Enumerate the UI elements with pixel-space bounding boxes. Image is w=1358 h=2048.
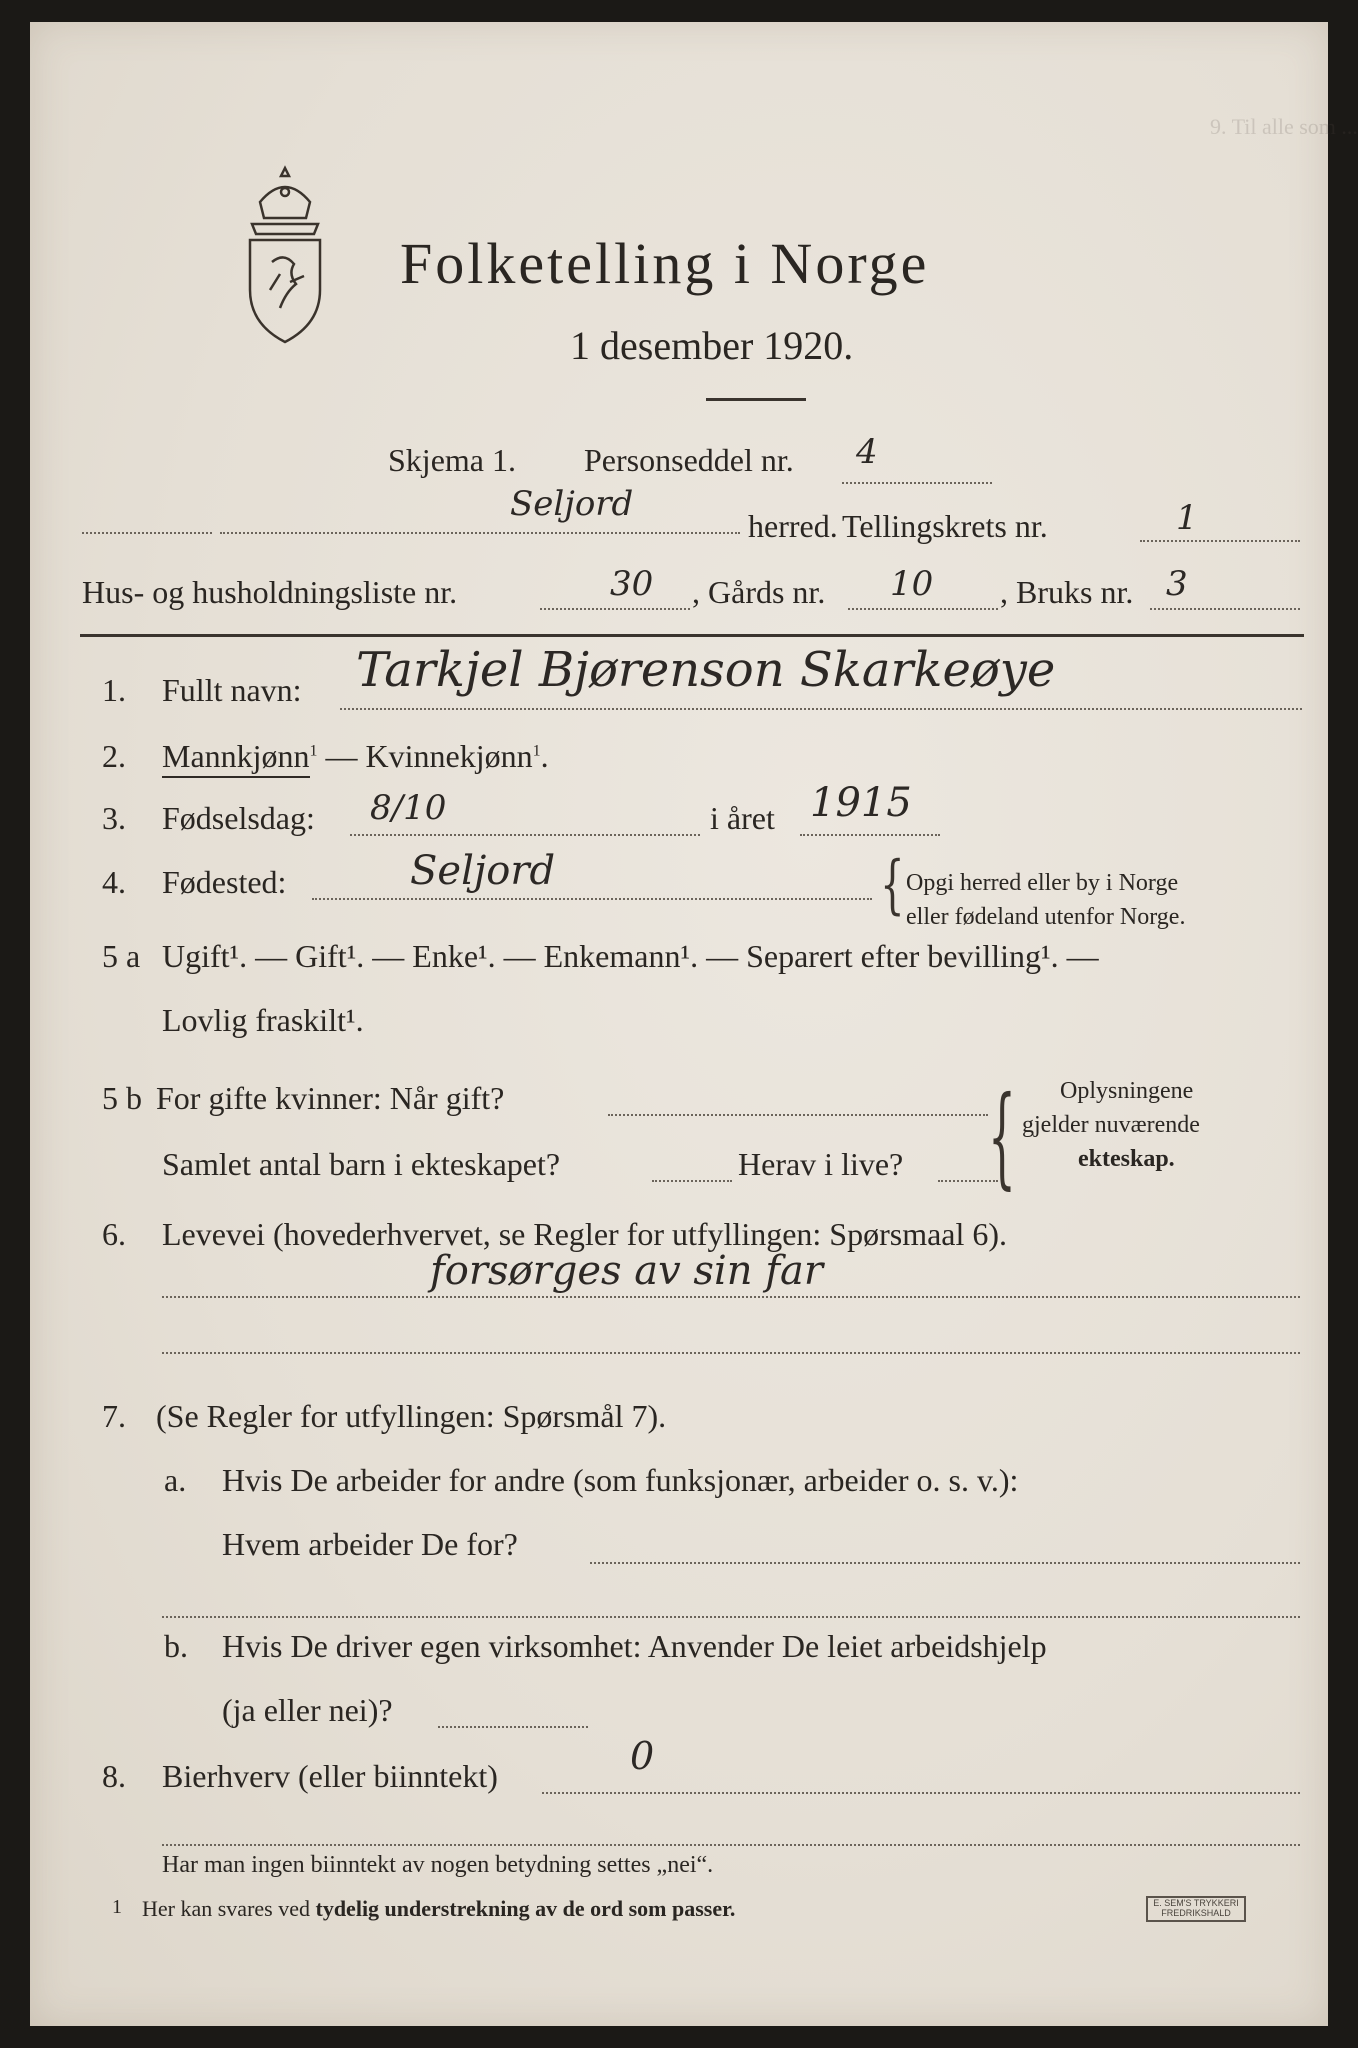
q8-label: Bierhverv (eller biinntekt) — [162, 1758, 498, 1794]
q4-note-line2: eller fødeland utenfor Norge. — [906, 904, 1186, 930]
q7a-field-line-2 — [162, 1616, 1300, 1618]
q1-value: Tarkjel Bjørenson Skarkeøye — [356, 642, 1056, 698]
footnote-text: Her kan svares ved tydelig understrekning av de ord som passer. — [142, 1896, 736, 1921]
bleed-through-text: 9. Til alle som ... — [1210, 114, 1358, 139]
census-form-page — [30, 22, 1358, 2026]
form-title: Folketelling i Norge — [400, 231, 930, 296]
herred-field-line — [220, 532, 740, 534]
bruks-field-line — [1150, 608, 1300, 610]
q7-number: 7. — [102, 1398, 126, 1434]
q7b-question: (ja eller nei)? — [222, 1692, 393, 1728]
q7b-field-line — [438, 1726, 588, 1728]
title-divider — [706, 398, 806, 401]
q5b-number: 5 b — [102, 1080, 142, 1116]
footnote-number: 1 — [112, 1896, 122, 1918]
tellingskrets-field-line — [1140, 540, 1300, 542]
q3-year-value: 1915 — [810, 780, 912, 826]
q3-label: Fødselsdag: — [162, 800, 315, 836]
q6-number: 6. — [102, 1216, 126, 1252]
census-date: 1 desember 1920. — [570, 323, 854, 368]
q5b-note-brace: { — [988, 1072, 1016, 1200]
q5b-alive-label: Herav i live? — [738, 1146, 904, 1182]
personseddel-field-line — [842, 482, 992, 484]
q3-year-field-line — [800, 834, 940, 836]
q5b-children-label: Samlet antal barn i ekteskapet? — [162, 1146, 561, 1182]
personseddel-value: 4 — [856, 432, 878, 472]
q3-date-field-line — [350, 834, 700, 836]
gaards-field-line — [848, 608, 998, 610]
q4-note-line1: Opgi herred eller by i Norge — [906, 870, 1179, 896]
gaards-label: , Gårds nr. — [692, 574, 826, 610]
q5b-married-field-line — [608, 1114, 988, 1116]
q6-field-line-2 — [162, 1352, 1300, 1354]
husholdningsliste-field-line — [540, 608, 690, 610]
printer-stamp: E. SEM'S TRYKKERI FREDRIKSHALD — [1146, 1896, 1246, 1922]
q3-birthdate-value: 8/10 — [370, 788, 447, 828]
herred-leading-line — [82, 532, 212, 534]
q7a-question: Hvem arbeider De for? — [222, 1526, 518, 1562]
q1-field-line — [340, 708, 1302, 710]
q5b-note-line3: ekteskap. — [1078, 1146, 1175, 1172]
q7a-text: Hvis De arbeider for andre (som funksjonær, arbeider o. s. v.): — [222, 1462, 1019, 1498]
q1-number: 1. — [102, 672, 126, 708]
tellingskrets-value: 1 — [1176, 498, 1198, 538]
bruks-value: 3 — [1166, 564, 1188, 604]
q4-note-brace: { — [880, 848, 905, 922]
q3-year-label: i året — [710, 800, 775, 836]
header-separator — [80, 634, 1304, 637]
coat-of-arms-icon — [230, 162, 340, 352]
gaards-value: 10 — [890, 564, 934, 604]
q2-options: Mannkjønn$^1$ — Kvinnekjønn$^1$. — [162, 738, 549, 775]
herred-label: herred. — [748, 508, 838, 544]
q5a-number: 5 a — [102, 938, 141, 974]
q6-label: Levevei (hovederhvervet, se Regler for utfyllingen: Spørsmaal 6). — [162, 1216, 1008, 1252]
q4-field-line — [312, 898, 872, 900]
q6-field-line-1 — [162, 1296, 1300, 1298]
q2-female-option: Kvinnekjønn — [365, 738, 533, 774]
q5b-note-line2: gjelder nuværende — [1022, 1112, 1200, 1138]
q8-value: 0 — [630, 1734, 655, 1778]
q5b-children-field-line — [652, 1180, 732, 1182]
q8-field-line — [542, 1792, 1300, 1794]
herred-value: Seljord — [510, 484, 634, 524]
q1-label: Fullt navn: — [162, 672, 302, 708]
footer-note: Har man ingen biinntekt av nogen betydning settes „nei“. — [162, 1852, 714, 1878]
q7-label: (Se Regler for utfyllingen: Spørsmål 7). — [156, 1398, 667, 1434]
q5a-options: Ugift¹. — Gift¹. — Enke¹. — Enkemann¹. — Separert efter bevilling¹. — — [162, 938, 1099, 974]
q2-number: 2. — [102, 738, 126, 774]
q4-label: Fødested: — [162, 864, 287, 900]
q8-field-line-2 — [162, 1844, 1300, 1846]
q3-number: 3. — [102, 800, 126, 836]
q6-value: forsørges av sin far — [430, 1248, 823, 1294]
husholdningsliste-label: Hus- og husholdningsliste nr. — [82, 574, 458, 610]
q7b-letter: b. — [164, 1628, 188, 1664]
q5b-note-line1: Oplysningene — [1060, 1078, 1194, 1104]
bruks-label: , Bruks nr. — [1000, 574, 1134, 610]
personseddel-label: Personseddel nr. — [584, 442, 794, 478]
q7a-field-line-1 — [590, 1562, 1300, 1564]
q4-number: 4. — [102, 864, 126, 900]
tellingskrets-label: Tellingskrets nr. — [842, 508, 1048, 544]
q5a-options-cont: Lovlig fraskilt¹. — [162, 1002, 364, 1038]
q7a-letter: a. — [164, 1462, 187, 1498]
q2-male-option: Mannkjønn — [162, 738, 310, 778]
husholdningsliste-value: 30 — [610, 564, 654, 604]
q4-value: Seljord — [410, 848, 556, 894]
q8-number: 8. — [102, 1758, 126, 1794]
q7b-text: Hvis De driver egen virksomhet: Anvender De leiet arbeidshjelp — [222, 1628, 1047, 1664]
q5b-married-label: For gifte kvinner: Når gift? — [156, 1080, 505, 1116]
skjema-label: Skjema 1. — [388, 442, 516, 478]
